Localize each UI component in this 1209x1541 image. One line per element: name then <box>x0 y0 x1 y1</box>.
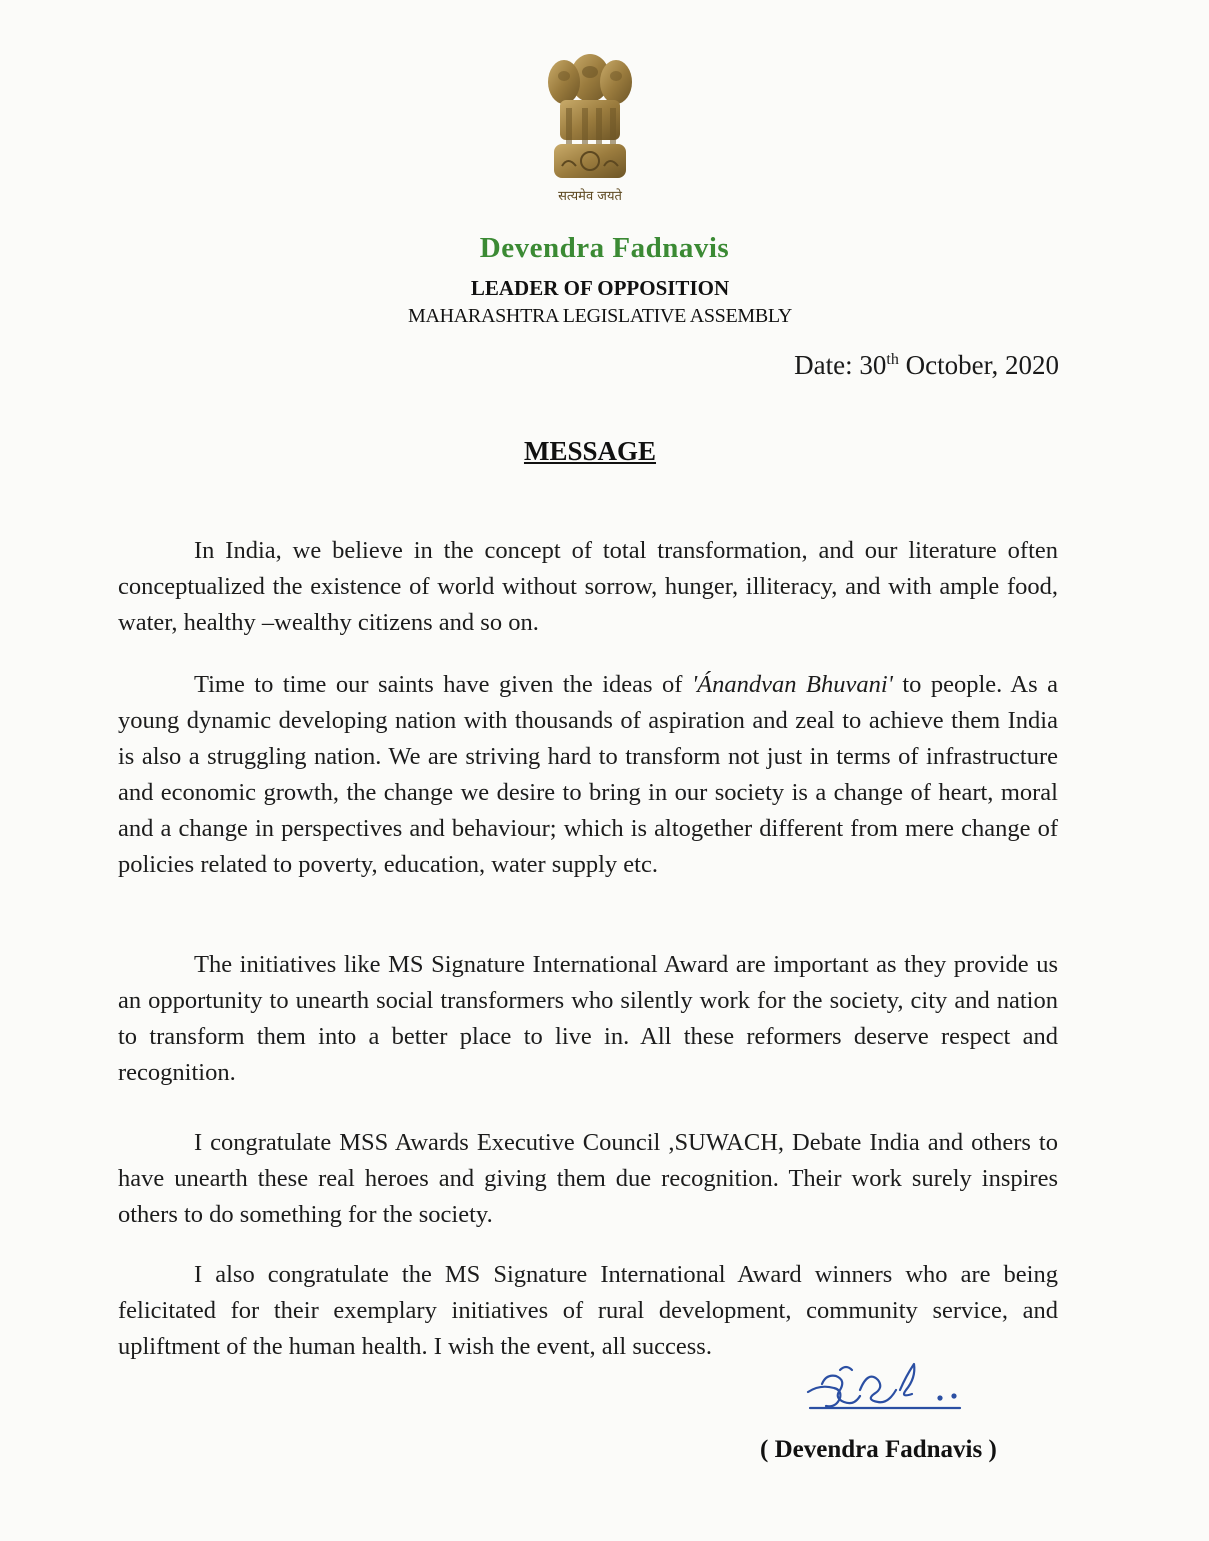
paragraph-2-end: to people. As a young dynamic developing nation with thousands of aspiration and zeal to achieve them India is also a struggling nation. We are striving hard to transform not just in terms of infrastructure and economic growth, the change we desire to bring in our society is a change of heart, moral and a change in perspectives and behaviour; which is altogether different from mere change of policies related to poverty, education, water supply etc. <box>118 670 1058 878</box>
date-prefix: Date: 30 <box>794 350 887 380</box>
sender-organization: MAHARASHTRA LEGISLATIVE ASSEMBLY <box>408 305 792 327</box>
letter-date <box>794 350 1059 381</box>
sender-title: LEADER OF OPPOSITION <box>470 276 730 300</box>
signoff-name: ( Devendra Fadnavis ) <box>760 1436 997 1463</box>
date-rest: October, 2020 <box>898 350 1059 380</box>
message-heading: MESSAGE <box>523 436 657 466</box>
paragraph-2-start: Time to time our saints have given the ideas of <box>194 670 692 698</box>
paragraph-5: I also congratulate the MS Signature International Award winners who are being felicitated for their exemplary initiatives of rural development, community service, and upliftment of the human health. I wish the event, all success. <box>118 1260 1058 1360</box>
emblem-motto: सत्यमेव जयते <box>558 189 622 204</box>
paragraph-1: In India, we believe in the concept of total transformation, and our literature often conceptualized the existence of world without sorrow, hunger, illiteracy, and with ample food, water, healthy –wealthy citizens and so on. <box>118 536 1058 636</box>
sender-name: Devendra Fadnavis <box>479 232 730 264</box>
handwritten-signature-icon <box>800 1356 970 1426</box>
paragraph-2 <box>118 667 1058 883</box>
paragraph-3: The initiatives like MS Signature International Award are important as they provide us an opportunity to unearth social transformers who silently work for the society, city and nation to transform them into a better place to live in. All these reformers deserve respect and recognition. <box>118 950 1058 1086</box>
paragraph-4: I congratulate MSS Awards Executive Council ,SUWACH, Debate India and others to have unearth these real heroes and giving them due recognition. Their work surely inspires others to do something for the society. <box>118 1128 1058 1228</box>
state-emblem-icon <box>538 48 642 208</box>
date-suffix: th <box>886 351 899 368</box>
paragraph-2-italic: 'Ánandvan Bhuvani' <box>691 670 893 698</box>
